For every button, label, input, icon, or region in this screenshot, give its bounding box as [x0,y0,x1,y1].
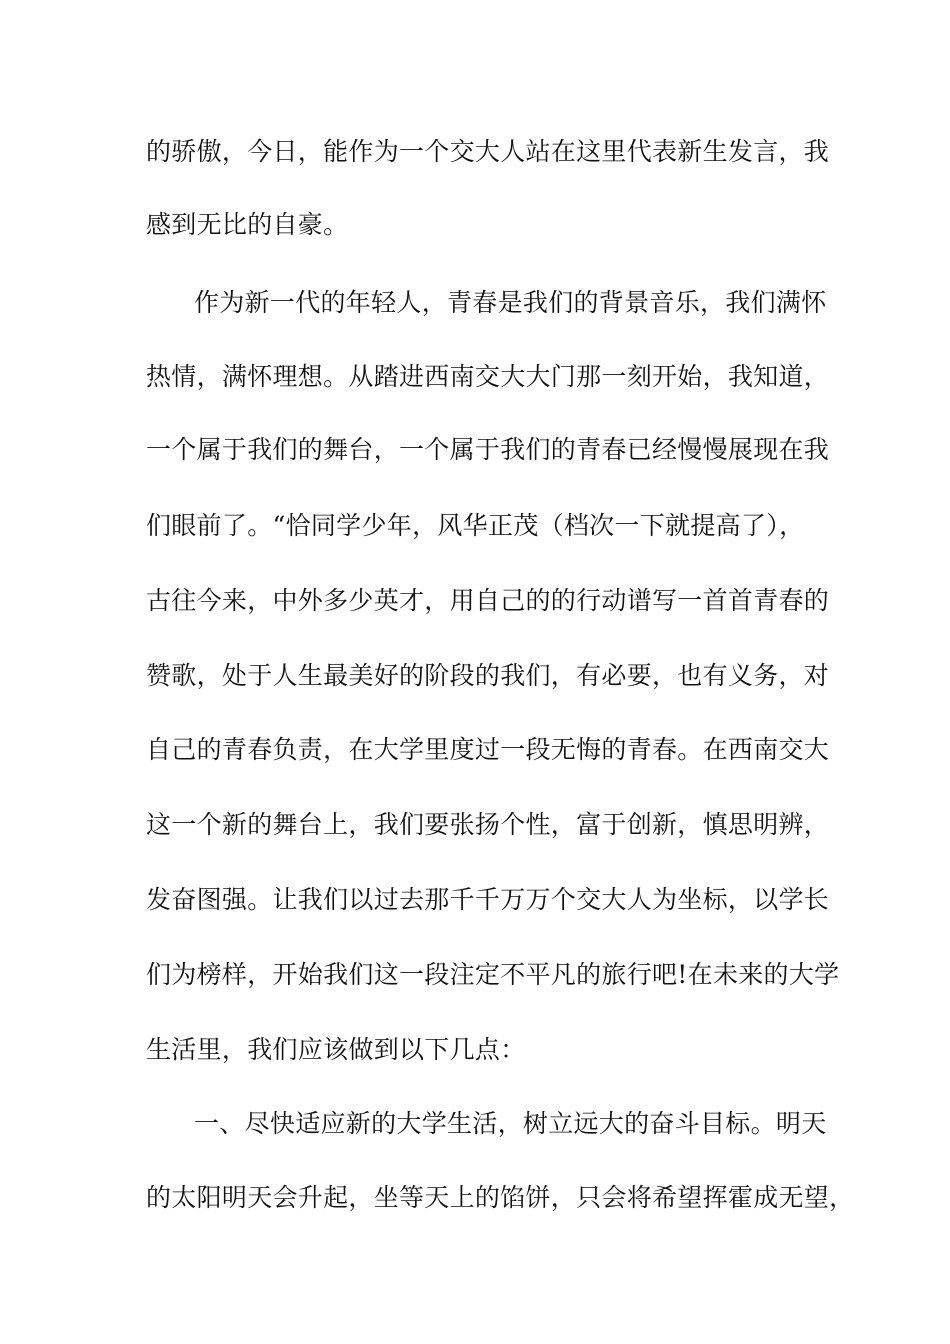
text-line: 的太阳明天会升起，坐等天上的馅饼，只会将希望挥霍成无望， [146,1183,855,1212]
text-line: 生活里，我们应该做到以下几点： [146,1035,526,1064]
text-line: 们为榜样，开始我们这一段注定不平凡的旅行吧!在未来的大学 [146,960,840,989]
text-line: 赞歌，处于人生最美好的阶段的我们，有必要，也有义务，对 [146,661,830,690]
text-line: 发奋图强。让我们以过去那千千万万个交大人为坐标，以学长 [146,885,830,914]
text-line: 感到无比的自豪。 [146,210,349,239]
paragraph-first-line: 作为新一代的年轻人，青春是我们的背景音乐，我们满怀 [194,288,827,317]
paragraph-first-line: 一、尽快适应新的大学生活，树立远大的奋斗目标。明天 [194,1109,827,1138]
text-line: 这一个新的舞台上，我们要张扬个性，富于创新，慎思明辨， [146,810,830,839]
text-line: 自己的青春负责，在大学里度过一段无悔的青春。在西南交大 [146,735,830,764]
text-line: 热情，满怀理想。从踏进西南交大大门那一刻开始，我知道， [146,362,830,391]
text-line: 们眼前了。“恰同学少年，风华正茂（档次一下就提高了）， [146,511,805,540]
text-line: 的骄傲，今日，能作为一个交大人站在这里代表新生发言，我 [146,137,830,166]
text-line: 古往今来，中外多少英才，用自己的的行动谱写一首首青春的 [146,586,830,615]
text-line: 一个属于我们的舞台，一个属于我们的青春已经慢慢展现在我 [146,435,830,464]
